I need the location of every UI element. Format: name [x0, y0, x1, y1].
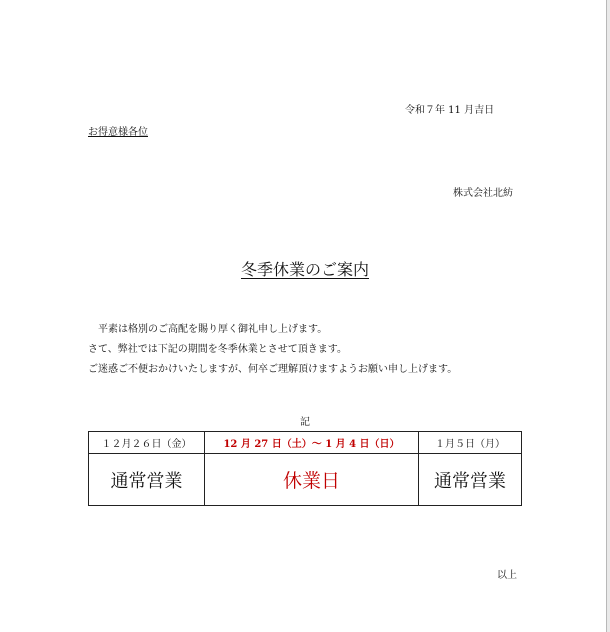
body-line-1: 平素は格別のご高配を賜り厚く御礼申し上げます。 — [98, 324, 328, 335]
status-after: 通常営業 — [419, 454, 522, 506]
letter-date: 令和７年 11 月吉日 — [405, 105, 495, 116]
ki-heading: 記 — [300, 417, 310, 428]
schedule-date-holiday: 12 月 27 日（土）～ 1 月 4 日（日） — [205, 432, 419, 454]
schedule-status-row — [89, 454, 522, 506]
letter-body — [88, 320, 457, 380]
closing-mark: 以上 — [497, 570, 517, 581]
body-line-2: さて、弊社では下記の期間を冬季休業とさせて頂きます。 — [88, 344, 347, 355]
status-holiday: 休業日 — [205, 454, 419, 506]
recipient-line: お得意様各位 — [88, 127, 148, 138]
body-line-3: ご迷惑ご不便おかけいたしますが、何卒ご理解頂けますようお願い申し上げます。 — [88, 364, 458, 375]
letter-title: 冬季休業のご案内 — [240, 260, 369, 279]
sender-company: 株式会社北紡 — [453, 188, 513, 199]
schedule-table — [88, 431, 522, 506]
schedule-date-before: １２月２６日（金） — [89, 432, 205, 454]
schedule-header-row — [89, 432, 522, 454]
schedule-date-after: １月５日（月） — [419, 432, 522, 454]
status-before: 通常営業 — [89, 454, 205, 506]
